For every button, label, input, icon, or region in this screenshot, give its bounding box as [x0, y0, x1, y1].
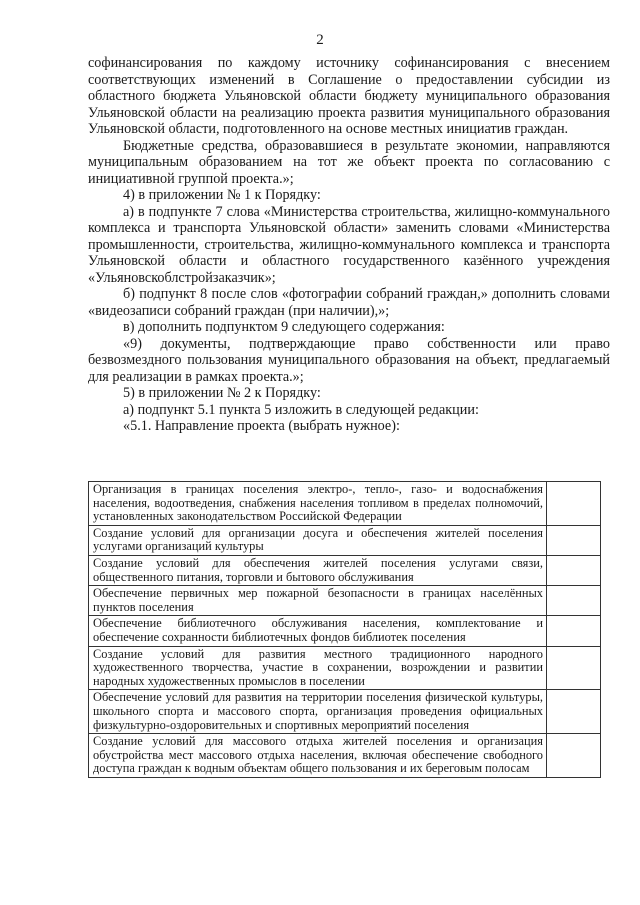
paragraph: а) подпункт 5.1 пункта 5 изложить в следующей редакции:	[123, 401, 479, 418]
document-body	[88, 55, 610, 435]
direction-option-text: Обеспечение первичных мер пожарной безопасности в границах населённых пунктов поселения	[89, 586, 547, 616]
direction-selection-cell[interactable]	[547, 555, 601, 585]
direction-selection-cell[interactable]	[547, 646, 601, 690]
direction-selection-cell[interactable]	[547, 482, 601, 526]
table-row	[89, 586, 601, 616]
table-row	[89, 690, 601, 734]
table-row	[89, 555, 601, 585]
direction-option-text: Создание условий для развития местного традиционного народного художественного творчества, участие в сохранении, возрождении и развитии народных художественных промыслов в поселении	[89, 646, 547, 690]
paragraph: в) дополнить подпунктом 9 следующего содержания:	[123, 319, 445, 335]
table-row	[89, 646, 601, 690]
table-row	[89, 616, 601, 646]
page-number: 2	[316, 32, 324, 48]
paragraph: б) подпункт 8 после слов «фотографии собраний граждан,» дополнить словами «видеозаписи собраний граждан (при наличии),»;	[88, 286, 610, 319]
paragraph: 5) в приложении № 2 к Порядку:	[123, 385, 321, 401]
direction-selection-cell[interactable]	[547, 616, 601, 646]
paragraph: а) в подпункте 7 слова «Министерства строительства, жилищно-коммунального комплекса и транспорта Ульяновской области» заменить словами «Министерства промышленности, строительства, жилищно-коммунального комплекса и транспорта Ульяновской области и областного государственного казённого учреждения «Ульяновскоблстройзаказчик»;	[88, 203, 610, 286]
direction-option-text: Создание условий для организации досуга и обеспечения жителей поселения услугами организаций культуры	[89, 525, 547, 555]
paragraph: Бюджетные средства, образовавшиеся в результате экономии, направляются муниципальным образованием на тот же объект проекта по согласованию с инициативной группой проекта.»;	[88, 137, 610, 187]
direction-option-text: Создание условий для массового отдыха жителей поселения и организация обустройства мест массового отдыха населения, включая обеспечение свободного доступа граждан к водным объектам общего пользования и их береговым полосам	[89, 734, 547, 778]
direction-selection-cell[interactable]	[547, 525, 601, 555]
paragraph: «5.1. Направление проекта (выбрать нужное):	[123, 418, 400, 434]
direction-selection-cell[interactable]	[547, 586, 601, 616]
direction-option-text: Создание условий для обеспечения жителей поселения услугами связи, общественного питания, торговли и бытового обслуживания	[89, 555, 547, 585]
direction-selection-cell[interactable]	[547, 734, 601, 778]
paragraph: 4) в приложении № 1 к Порядку:	[123, 187, 321, 203]
project-direction-table	[88, 481, 601, 778]
table-row	[89, 482, 601, 526]
direction-option-text: Обеспечение условий для развития на территории поселения физической культуры, школьного спорта и массового спорта, организация проведения официальных физкультурно-оздоровительных и спортивных мероприятий поселения	[89, 690, 547, 734]
direction-selection-cell[interactable]	[547, 690, 601, 734]
paragraph: софинансирования по каждому источнику софинансирования с внесением соответствующих изменений в Соглашение о предоставлении субсидии из областного бюджета Ульяновской области бюджету муниципального образования Ульяновской области на реализацию проекта развития муниципального образования Ульяновской области, подготовленного на основе местных инициатив граждан.	[88, 55, 610, 137]
direction-option-text: Обеспечение библиотечного обслуживания населения, комплектование и обеспечение сохранности библиотечных фондов библиотек поселения	[89, 616, 547, 646]
table-row	[89, 525, 601, 555]
direction-option-text: Организация в границах поселения электро-, тепло-, газо- и водоснабжения населения, водоотведения, снабжения населения топливом в пределах полномочий, установленных законодательством Российской Федерации	[89, 482, 547, 526]
table-row	[89, 734, 601, 778]
paragraph: «9) документы, подтверждающие право собственности или право безвозмездного пользования муниципального образования на объект, предлагаемый для реализации в рамках проекта.»;	[88, 335, 610, 385]
